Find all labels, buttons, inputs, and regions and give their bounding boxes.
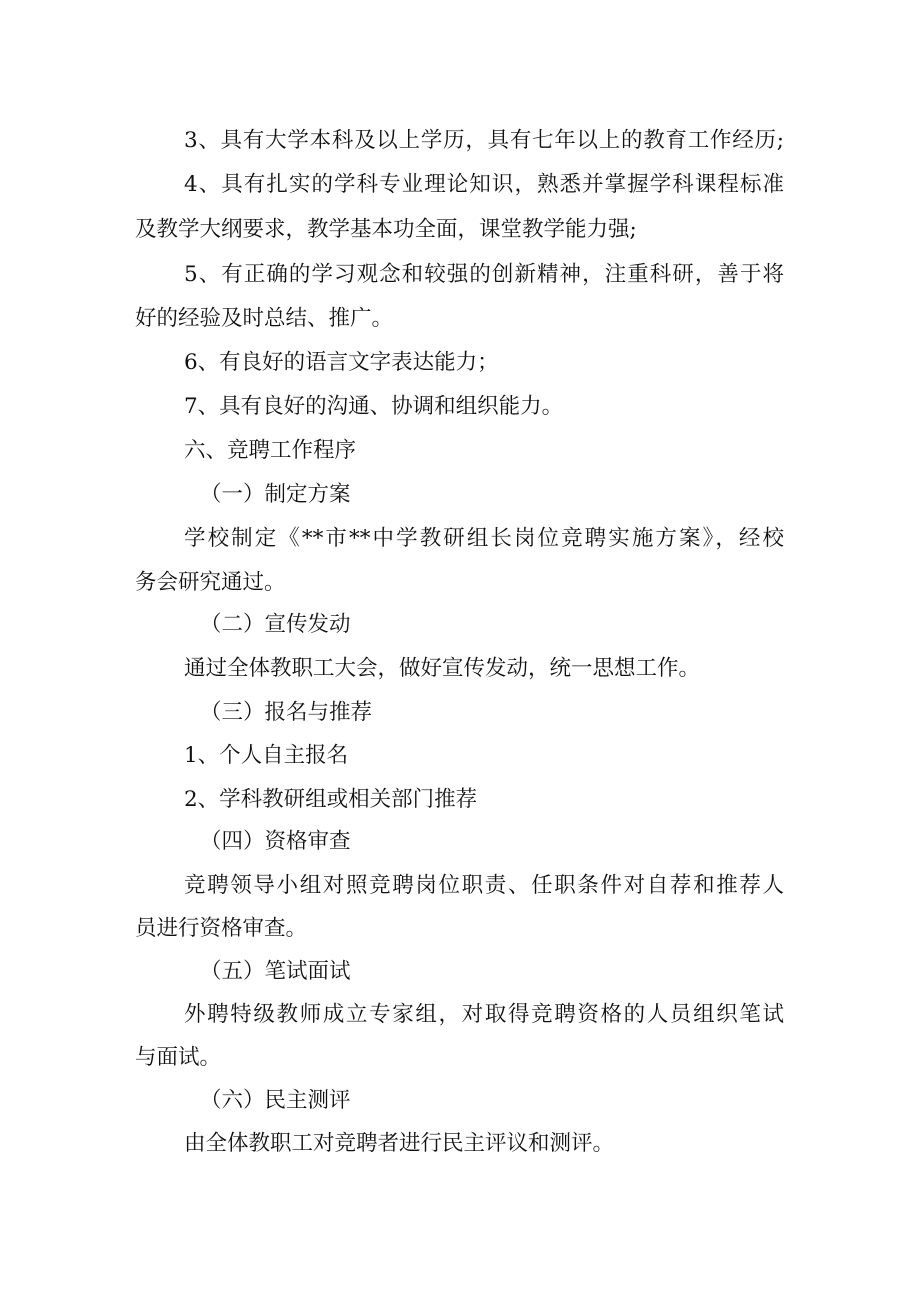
subheading-plan: （一）制定方案 — [200, 482, 351, 507]
item-6-language: 6、有良好的语言文字表达能力； — [184, 350, 499, 375]
item-4-knowledge: 4、具有扎实的学科专业理论知识，熟悉并掌握学科课程标准 — [184, 172, 784, 197]
exam-text-continued: 与面试。 — [135, 1045, 222, 1070]
subheading-registration: （三）报名与推荐 — [200, 700, 373, 725]
evaluation-text: 由全体教职工对竞聘者进行民主评议和测评。 — [184, 1131, 615, 1156]
subheading-qualification: （四）资格审查 — [200, 829, 351, 854]
registration-item-2: 2、学科教研组或相关部门推荐 — [184, 787, 478, 812]
plan-text: 学校制定《**市**中学教研组长岗位竞聘实施方案》，经校 — [184, 526, 784, 551]
subheading-publicity: （二）宣传发动 — [200, 612, 351, 637]
subheading-evaluation: （六）民主测评 — [200, 1088, 351, 1113]
item-5-innovation: 5、有正确的学习观念和较强的创新精神，注重科研，善于将 — [184, 262, 784, 287]
exam-text: 外聘特级教师成立专家组，对取得竞聘资格的人员组织笔试 — [184, 1002, 784, 1027]
qualification-text-continued: 员进行资格审查。 — [135, 916, 308, 941]
registration-item-1: 1、个人自主报名 — [184, 743, 349, 768]
plan-text-continued: 务会研究通过。 — [135, 570, 286, 595]
qualification-text: 竞聘领导小组对照竞聘岗位职责、任职条件对自荐和推荐人 — [184, 873, 784, 898]
item-5-continued: 好的经验及时总结、推广。 — [135, 306, 394, 331]
section-heading-procedure: 六、竞聘工作程序 — [184, 438, 357, 463]
item-3-education: 3、具有大学本科及以上学历，具有七年以上的教育工作经历; — [184, 128, 784, 153]
subheading-exam: （五）笔试面试 — [200, 959, 351, 984]
publicity-text: 通过全体教职工大会，做好宣传发动，统一思想工作。 — [184, 656, 701, 681]
item-7-communication: 7、具有良好的沟通、协调和组织能力。 — [184, 394, 564, 419]
item-4-continued: 及教学大纲要求，教学基本功全面，课堂教学能力强; — [135, 217, 637, 242]
